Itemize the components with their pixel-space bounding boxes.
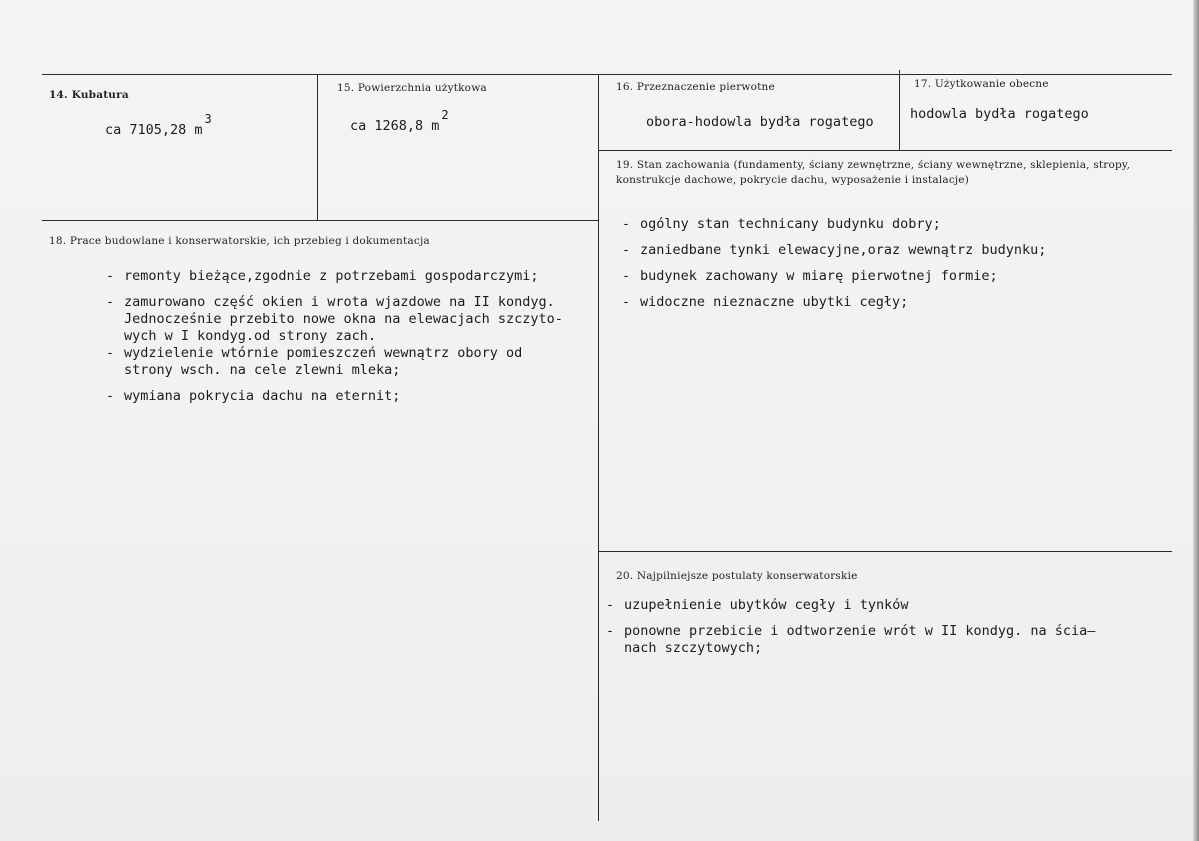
powierzchnia-label: 15. Powierzchnia użytkowa [337,82,487,94]
prace-item: - wymiana pokrycia dachu na eternit; [106,388,401,404]
uzytkowanie-value: hodowla bydła rogatego [910,106,1089,122]
rule-v-main [598,74,599,821]
powierzchnia-number: ca 1268,8 m [350,118,440,134]
stan-label [616,158,1156,188]
postulaty-list [606,597,1156,657]
stan-item: - ogólny stan technicany budynku dobry; [622,216,941,232]
przeznaczenie-label: 16. Przeznaczenie pierwotne [616,81,775,93]
kubatura-exponent: 3 [204,112,212,126]
postulaty-label: 20. Najpilniejsze postulaty konserwatorskie [616,570,858,582]
rule-above-18 [42,220,598,221]
prace-item: - zamurowano część okien i wrota wjazdowe na II kondyg. Jednocześnie przebito nowe okna na elewacjach szczyto- wych w I kondyg.od strony zach. [106,294,563,344]
postulaty-item: - uzupełnienie ubytków cegły i tynków [606,597,909,613]
page-edge [1193,0,1199,841]
prace-list [106,268,591,405]
przeznaczenie-value: obora-hodowla bydła rogatego [646,114,874,130]
stan-title: 19. Stan zachowania [616,159,730,171]
uzytkowanie-label: 17. Użytkowanie obecne [914,78,1049,90]
stan-item: - budynek zachowany w miarę pierwotnej formie; [622,268,998,284]
stan-item: - zaniedbane tynki elewacyjne,oraz wewnątrz budynku; [622,242,1047,258]
stan-item: - widoczne nieznaczne ubytki cegły; [622,294,909,310]
rule-v-14-15 [317,74,318,221]
prace-label: 18. Prace budowlane i konserwatorskie, ich przebieg i dokumentacja [49,235,430,247]
prace-item: - wydzielenie wtórnie pomieszczeń wewnątrz obory od strony wsch. na cele zlewni mleka; [106,345,523,378]
powierzchnia-exponent: 2 [441,108,449,122]
stan-note: (fundamenty, ściany zewnętrzne, ściany wewnętrzne, sklepienia, stropy, konstrukcje dachowe, pokrycie dachu, wyposażenie i instalacje) [616,159,1131,186]
prace-item: - remonty bieżące,zgodnie z potrzebami gospodarczymi; [106,268,539,284]
powierzchnia-value [350,108,449,134]
rule-v-16-17 [899,70,900,150]
rule-under-16-17 [598,150,1172,151]
stan-list [622,216,1162,311]
kubatura-value [105,112,212,138]
rule-above-20 [598,551,1172,552]
kubatura-number: ca 7105,28 m [105,122,203,138]
postulaty-item: - ponowne przebicie i odtworzenie wrót w II kondyg. na ścia– nach szczytowych; [606,623,1096,656]
rule-top [42,74,1172,75]
kubatura-label: 14. Kubatura [49,89,129,101]
